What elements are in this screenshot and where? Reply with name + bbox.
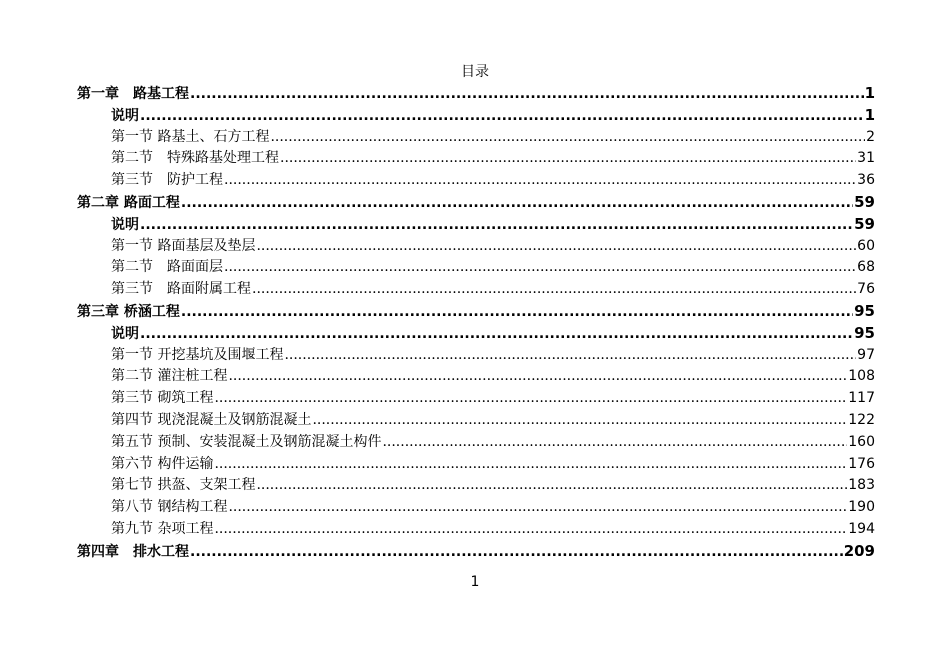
toc-entry-page: 1: [864, 84, 875, 102]
dot-leader: [214, 388, 847, 410]
toc-entry-label: 第二节 灌注桩工程: [111, 368, 228, 385]
toc-entry-page: 59: [854, 214, 875, 233]
dot-leader: [190, 542, 843, 564]
table-of-contents: [77, 83, 875, 563]
toc-entry-section[interactable]: [77, 366, 875, 388]
toc-entry-section[interactable]: [77, 236, 875, 258]
toc-entry-chapter[interactable]: [77, 301, 875, 323]
toc-entry-section[interactable]: [77, 170, 875, 192]
dot-leader: [256, 236, 856, 258]
toc-entry-section[interactable]: [77, 148, 875, 170]
toc-entry-page: 176: [848, 455, 875, 472]
toc-entry-page: 108: [848, 368, 875, 385]
toc-entry-label: 第二节 路面面层: [111, 259, 223, 276]
dot-leader: [224, 257, 856, 279]
toc-entry-section[interactable]: [77, 127, 875, 149]
toc-entry-chapter[interactable]: [77, 541, 875, 563]
dot-leader: [214, 519, 847, 541]
toc-entry-page: 60: [857, 237, 875, 254]
dot-leader: [382, 432, 847, 454]
toc-entry-label: 第三节 防护工程: [111, 172, 223, 189]
toc-entry-label: 第八节 钢结构工程: [111, 499, 228, 516]
toc-title: 目录: [461, 64, 489, 80]
toc-entry-note[interactable]: [77, 214, 875, 236]
toc-entry-label: 第二章 路面工程: [77, 194, 180, 211]
toc-entry-label: 第一节 开挖基坑及围堰工程: [111, 346, 284, 363]
toc-entry-page: 160: [848, 433, 875, 450]
dot-leader: [224, 170, 856, 192]
dot-leader: [140, 324, 853, 346]
toc-entry-section[interactable]: [77, 410, 875, 432]
toc-entry-label: 说明: [111, 325, 139, 342]
dot-leader: [256, 475, 847, 497]
toc-entry-chapter[interactable]: [77, 192, 875, 214]
toc-entry-label: 第二节 特殊路基处理工程: [111, 150, 279, 167]
dot-leader: [140, 215, 853, 237]
toc-entry-page: 36: [857, 172, 875, 189]
toc-entry-label: 第一章 路基工程: [77, 86, 189, 102]
toc-entry-section[interactable]: [77, 279, 875, 301]
dot-leader: [190, 84, 864, 106]
dot-leader: [181, 193, 853, 215]
toc-entry-page: 190: [848, 499, 875, 516]
toc-entry-label: 说明: [111, 107, 139, 124]
toc-entry-label: 第六节 构件运输: [111, 455, 214, 472]
toc-entry-section[interactable]: [77, 475, 875, 497]
dot-leader: [181, 302, 853, 324]
dot-leader: [228, 497, 847, 519]
dot-leader: [284, 345, 856, 367]
toc-entry-section[interactable]: [77, 454, 875, 476]
toc-entry-section[interactable]: [77, 497, 875, 519]
toc-entry-page: 31: [857, 150, 875, 167]
toc-entry-label: 第四节 现浇混凝土及钢筋混凝土: [111, 411, 312, 428]
toc-entry-page: 122: [848, 411, 875, 428]
toc-entry-label: 第三章 桥涵工程: [77, 303, 180, 320]
toc-entry-page: 95: [854, 301, 875, 320]
toc-entry-note[interactable]: [77, 105, 875, 127]
toc-entry-page: 209: [843, 541, 875, 560]
toc-entry-section[interactable]: [77, 345, 875, 367]
toc-entry-page: 59: [854, 192, 875, 211]
dot-leader: [280, 148, 856, 170]
toc-entry-label: 第三节 砌筑工程: [111, 390, 214, 407]
dot-leader: [140, 106, 864, 128]
toc-entry-label: 第三节 路面附属工程: [111, 281, 251, 298]
dot-leader: [270, 127, 865, 149]
toc-entry-page: 117: [848, 390, 875, 407]
toc-entry-page: 183: [848, 477, 875, 494]
toc-entry-page: 95: [854, 323, 875, 342]
toc-entry-label: 说明: [111, 216, 139, 233]
toc-entry-section[interactable]: [77, 432, 875, 454]
dot-leader: [228, 366, 847, 388]
toc-entry-label: 第四章 排水工程: [77, 543, 189, 560]
toc-entry-page: 68: [857, 259, 875, 276]
toc-entry-section[interactable]: [77, 519, 875, 541]
toc-entry-section[interactable]: [77, 257, 875, 279]
page-number: 1: [470, 574, 480, 590]
toc-entry-label: 第一节 路基土、石方工程: [111, 128, 270, 145]
toc-entry-section[interactable]: [77, 388, 875, 410]
toc-entry-page: 194: [848, 520, 875, 537]
toc-entry-label: 第七节 拱盔、支架工程: [111, 477, 256, 494]
toc-entry-label: 第一节 路面基层及垫层: [111, 237, 256, 254]
dot-leader: [214, 454, 847, 476]
toc-entry-label: 第九节 杂项工程: [111, 520, 214, 537]
toc-entry-note[interactable]: [77, 323, 875, 345]
toc-entry-page: 1: [864, 105, 875, 124]
toc-entry-page: 97: [857, 346, 875, 363]
toc-entry-page: 76: [857, 281, 875, 298]
dot-leader: [312, 410, 847, 432]
toc-entry-label: 第五节 预制、安装混凝土及钢筋混凝土构件: [111, 433, 382, 450]
toc-entry-chapter[interactable]: [77, 83, 875, 105]
toc-entry-page: 2: [866, 128, 875, 145]
dot-leader: [252, 279, 856, 301]
